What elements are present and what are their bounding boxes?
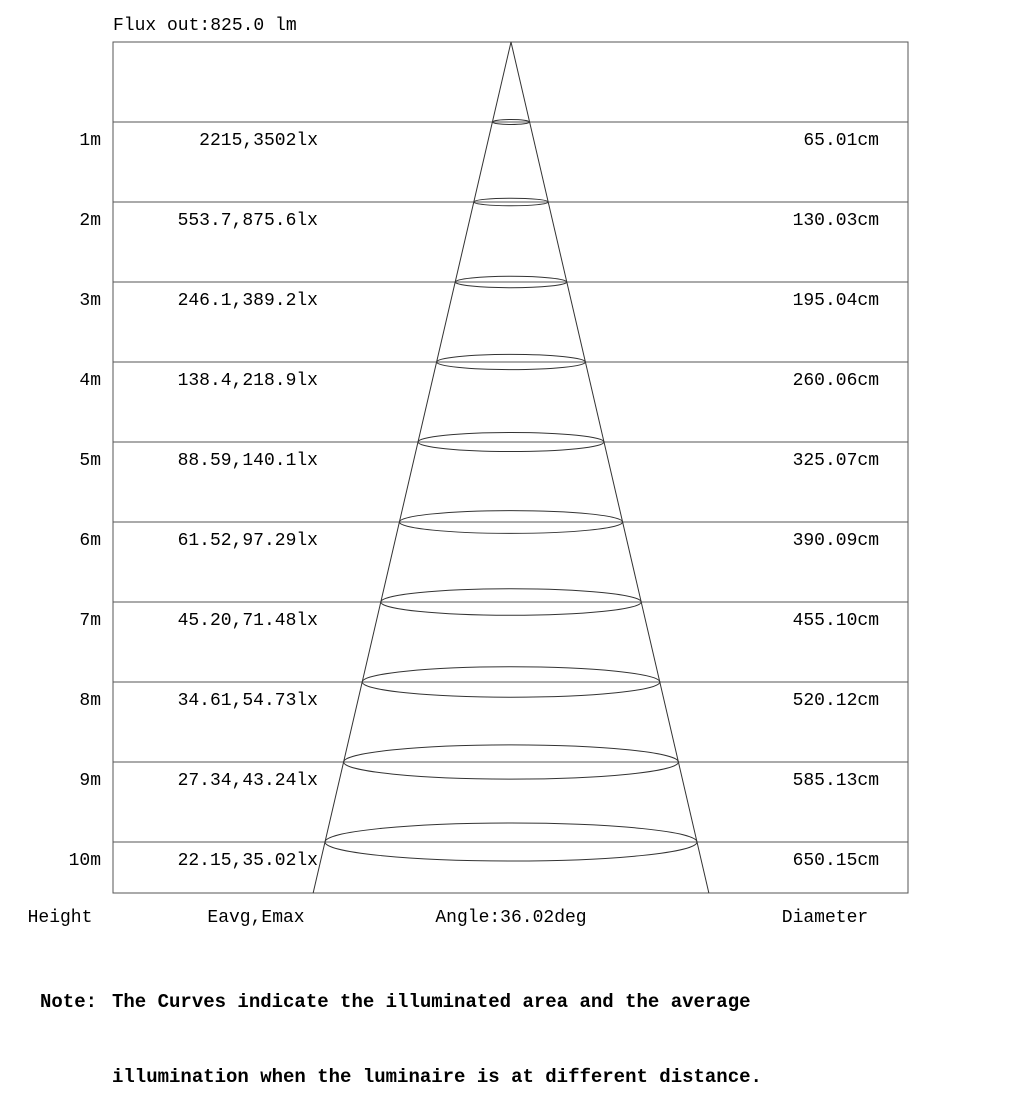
axis-label-diameter: Diameter bbox=[781, 908, 869, 928]
height-label-10m: 10m bbox=[68, 851, 101, 871]
labels-layer bbox=[28, 16, 879, 928]
note-indent bbox=[40, 1065, 112, 1090]
diameter-label-8m: 520.12cm bbox=[792, 691, 879, 711]
height-label-9m: 9m bbox=[79, 771, 101, 791]
diameter-label-7m: 455.10cm bbox=[792, 611, 879, 631]
diameter-label-2m: 130.03cm bbox=[792, 211, 879, 231]
height-label-5m: 5m bbox=[79, 451, 101, 471]
illuminance-label-3m: 246.1,389.2lx bbox=[177, 291, 318, 311]
illuminance-label-5m: 88.59,140.1lx bbox=[177, 451, 318, 471]
illuminance-label-6m: 61.52,97.29lx bbox=[177, 531, 318, 551]
axis-label-illuminance: Eavg,Emax bbox=[207, 908, 305, 928]
illuminance-label-7m: 45.20,71.48lx bbox=[177, 611, 318, 631]
note-line-2: illumination when the luminaire is at different distance. bbox=[112, 1066, 762, 1088]
note-line-1: The Curves indicate the illuminated area and the average bbox=[112, 991, 751, 1013]
height-label-8m: 8m bbox=[79, 691, 101, 711]
diameter-label-9m: 585.13cm bbox=[792, 771, 879, 791]
diameter-label-10m: 650.15cm bbox=[792, 851, 879, 871]
height-label-6m: 6m bbox=[79, 531, 101, 551]
diameter-label-4m: 260.06cm bbox=[792, 371, 879, 391]
diameter-label-6m: 390.09cm bbox=[792, 531, 879, 551]
chart-title: Flux out:825.0 lm bbox=[113, 16, 297, 36]
illuminance-label-10m: 22.15,35.02lx bbox=[177, 851, 318, 871]
note-prefix: Note: bbox=[40, 991, 98, 1013]
axis-label-height: Height bbox=[27, 908, 93, 928]
diameter-label-3m: 195.04cm bbox=[792, 291, 879, 311]
beam-cone-right-edge bbox=[511, 42, 709, 893]
note-block bbox=[40, 940, 1020, 1115]
height-label-3m: 3m bbox=[79, 291, 101, 311]
height-label-4m: 4m bbox=[79, 371, 101, 391]
illuminance-label-1m: 2215,3502lx bbox=[199, 131, 318, 151]
illuminance-label-9m: 27.34,43.24lx bbox=[177, 771, 318, 791]
illuminance-label-4m: 138.4,218.9lx bbox=[177, 371, 318, 391]
axis-label-angle: Angle:36.02deg bbox=[435, 908, 587, 928]
height-label-1m: 1m bbox=[79, 131, 101, 151]
illuminance-label-2m: 553.7,875.6lx bbox=[177, 211, 318, 231]
beam-cone-layer bbox=[313, 42, 709, 893]
diameter-label-5m: 325.07cm bbox=[792, 451, 879, 471]
beam-cone-left-edge bbox=[313, 42, 511, 893]
height-label-2m: 2m bbox=[79, 211, 101, 231]
illuminance-label-8m: 34.61,54.73lx bbox=[177, 691, 318, 711]
height-label-7m: 7m bbox=[79, 611, 101, 631]
diameter-label-1m: 65.01cm bbox=[803, 131, 879, 151]
